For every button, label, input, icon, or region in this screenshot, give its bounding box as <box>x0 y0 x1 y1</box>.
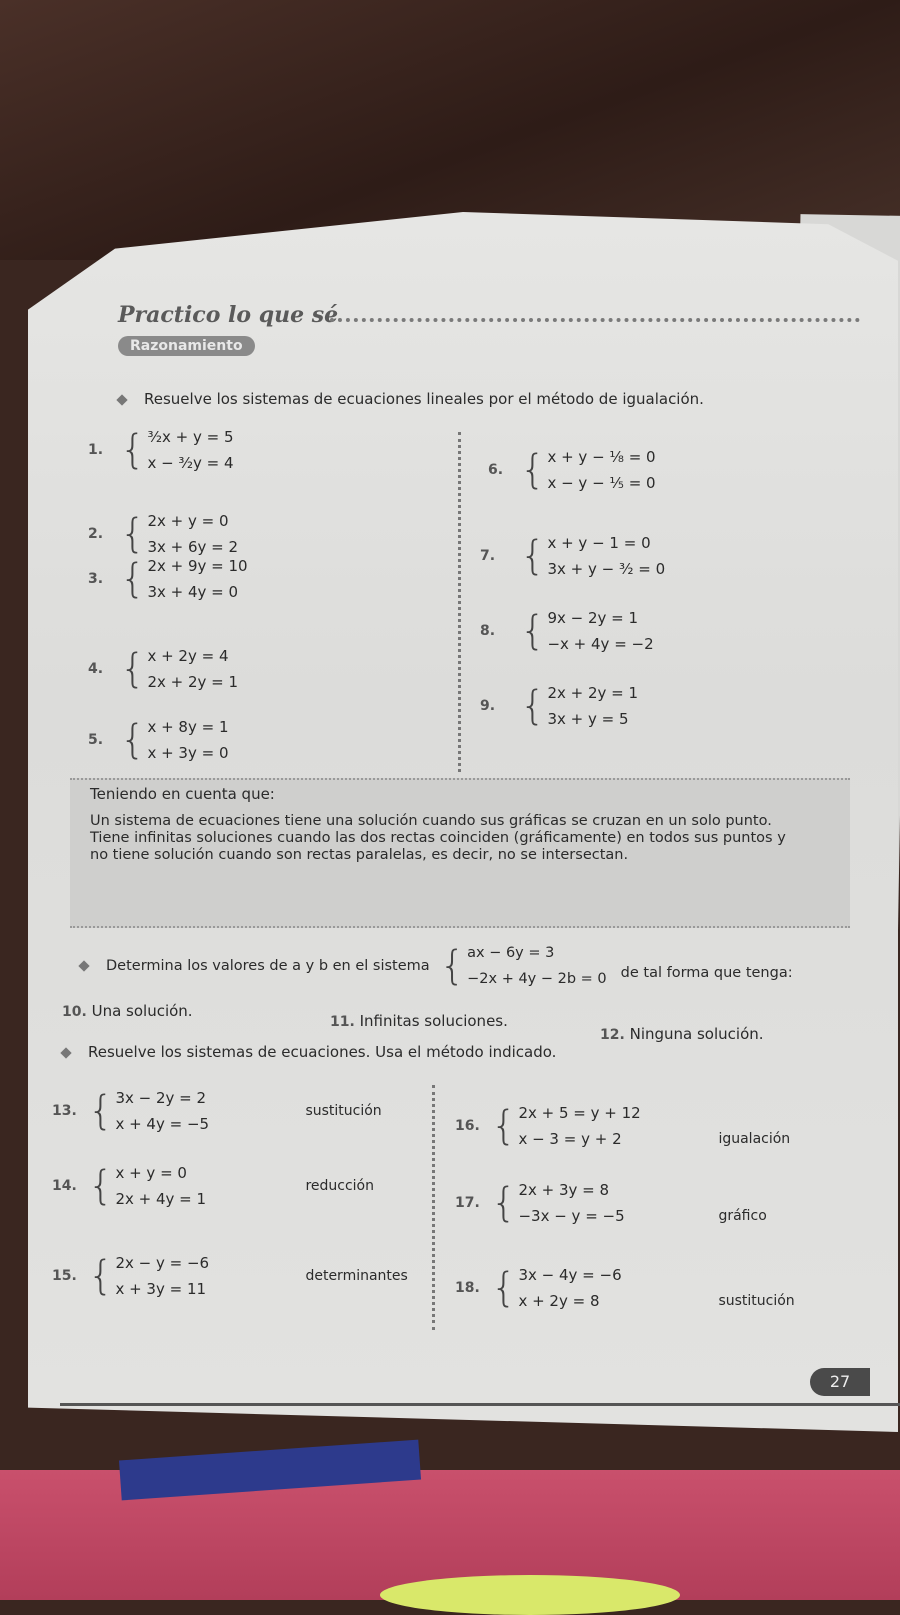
case-text: Ninguna solución. <box>629 1025 764 1043</box>
brace: { <box>120 717 146 763</box>
equation: x + y = 0 <box>115 1164 187 1182</box>
method-label: sustitución <box>305 1103 382 1119</box>
equation: 9x − 2y = 1 <box>547 609 639 627</box>
note-line: Tiene infinitas soluciones cuando las dos rectas coinciden (gráficamente) en todos sus puntos y <box>90 830 786 846</box>
item-number: 16. <box>455 1118 480 1134</box>
equation: x − ³⁄₂y = 4 <box>147 454 234 472</box>
equation: 2x − y = −6 <box>115 1254 210 1272</box>
bullet-icon <box>116 394 127 405</box>
method-label: determinantes <box>305 1268 408 1284</box>
equation: ax − 6y = 3 <box>467 945 555 961</box>
bullet-icon <box>60 1047 71 1058</box>
page-title: Practico lo que sé <box>118 302 339 328</box>
system-17 <box>455 1177 767 1229</box>
item-number: 7. <box>480 548 496 564</box>
equation: −3x − y = −5 <box>518 1207 625 1225</box>
system-6 <box>488 444 656 496</box>
equation: 3x + 4y = 0 <box>147 583 239 601</box>
equation: −x + 4y = −2 <box>547 635 654 653</box>
instruction-text: de tal forma que tenga: <box>620 965 793 981</box>
method-label: reducción <box>305 1178 374 1194</box>
instruction-3 <box>62 1043 556 1061</box>
page-number: 27 <box>810 1368 870 1396</box>
equation: x + 2y = 4 <box>147 647 229 665</box>
equation: x − y − ¹⁄₅ = 0 <box>547 474 656 492</box>
case-text: Infinitas soluciones. <box>359 1012 508 1030</box>
system-4 <box>88 643 238 695</box>
brace: { <box>120 556 146 602</box>
method-label: igualación <box>718 1131 791 1147</box>
system-7 <box>480 530 665 582</box>
case-12 <box>600 1025 764 1043</box>
note-heading: Teniendo en cuenta que: <box>90 785 275 803</box>
equation: 3x + y − ³⁄₂ = 0 <box>547 560 666 578</box>
case-10 <box>62 1002 193 1020</box>
instruction-2 <box>80 940 793 992</box>
method-label: sustitución <box>718 1293 795 1309</box>
instruction-text: Resuelve los sistemas de ecuaciones. Usa el método indicado. <box>88 1043 557 1061</box>
column-divider <box>432 1085 435 1330</box>
equation: 2x + 2y = 1 <box>547 684 639 702</box>
system-15 <box>52 1250 408 1302</box>
system-18 <box>455 1262 795 1314</box>
brace: { <box>491 1180 517 1226</box>
system-1 <box>88 424 234 476</box>
brace: { <box>88 1163 114 1209</box>
section-badge: Razonamiento <box>118 336 255 356</box>
title-dotted-line <box>330 318 860 322</box>
equation: 2x + 4y = 1 <box>115 1190 207 1208</box>
equation: x + y − 1 = 0 <box>547 534 651 552</box>
equation: 3x − 2y = 2 <box>115 1089 207 1107</box>
brace: { <box>491 1265 517 1311</box>
equation: 2x + 2y = 1 <box>147 673 239 691</box>
item-number: 3. <box>88 571 104 587</box>
brace: { <box>520 447 546 493</box>
fabric-highlight <box>380 1575 680 1615</box>
item-number: 15. <box>52 1268 77 1284</box>
item-number: 18. <box>455 1280 480 1296</box>
equation: x + 3y = 0 <box>147 744 229 762</box>
brace: { <box>88 1253 114 1299</box>
item-number: 12. <box>600 1027 625 1043</box>
item-number: 5. <box>88 732 104 748</box>
equation: 2x + 5 = y + 12 <box>518 1104 641 1122</box>
brace: { <box>120 646 146 692</box>
item-number: 10. <box>62 1004 87 1020</box>
equation: 3x − 4y = −6 <box>518 1266 622 1284</box>
item-number: 13. <box>52 1103 77 1119</box>
brace: { <box>88 1088 114 1134</box>
brace: { <box>520 683 546 729</box>
equation: ³⁄₂x + y = 5 <box>147 428 234 446</box>
equation: x − 3 = y + 2 <box>518 1130 622 1148</box>
equation: 2x + 9y = 10 <box>147 557 248 575</box>
instruction-1 <box>118 390 704 408</box>
system-8 <box>480 605 654 657</box>
equation: 3x + 6y = 2 <box>147 538 239 556</box>
system-14 <box>52 1160 374 1212</box>
equation: 2x + y = 0 <box>147 512 229 530</box>
equation: x + 4y = −5 <box>115 1115 210 1133</box>
note-box <box>70 778 850 928</box>
system-16 <box>455 1100 790 1152</box>
equation: x + 8y = 1 <box>147 718 229 736</box>
equation: 2x + 3y = 8 <box>518 1181 610 1199</box>
case-11 <box>330 1012 508 1030</box>
equation: 3x + y = 5 <box>547 710 629 728</box>
instruction-text: Determina los valores de a y b en el sistema <box>106 958 430 974</box>
item-number: 17. <box>455 1195 480 1211</box>
brace: { <box>120 427 146 473</box>
system-3 <box>88 553 248 605</box>
column-divider <box>458 432 461 772</box>
equation: x + 2y = 8 <box>518 1292 600 1310</box>
method-label: gráfico <box>718 1208 767 1224</box>
equation: x + y − ¹⁄₈ = 0 <box>547 448 656 466</box>
item-number: 4. <box>88 661 104 677</box>
brace: { <box>120 511 146 557</box>
note-line: Un sistema de ecuaciones tiene una solución cuando sus gráficas se cruzan en un solo punto. <box>90 813 772 829</box>
item-number: 9. <box>480 698 496 714</box>
item-number: 1. <box>88 442 104 458</box>
bullet-icon <box>78 960 89 971</box>
item-number: 11. <box>330 1014 355 1030</box>
system-5 <box>88 714 229 766</box>
item-number: 8. <box>480 623 496 639</box>
item-number: 2. <box>88 526 104 542</box>
page-bottom-rule <box>60 1403 900 1406</box>
equation: x + 3y = 11 <box>115 1280 207 1298</box>
instruction-text: Resuelve los sistemas de ecuaciones lineales por el método de igualación. <box>144 390 704 408</box>
brace: { <box>491 1103 517 1149</box>
item-number: 6. <box>488 462 504 478</box>
equation: −2x + 4y − 2b = 0 <box>467 971 607 987</box>
brace: { <box>520 608 546 654</box>
brace: { <box>520 533 546 579</box>
system-13 <box>52 1085 382 1137</box>
item-number: 14. <box>52 1178 77 1194</box>
system-9 <box>480 680 638 732</box>
brace: { <box>439 943 466 989</box>
case-text: Una solución. <box>91 1002 193 1020</box>
note-line: no tiene solución cuando son rectas paralelas, es decir, no se intersectan. <box>90 847 629 863</box>
